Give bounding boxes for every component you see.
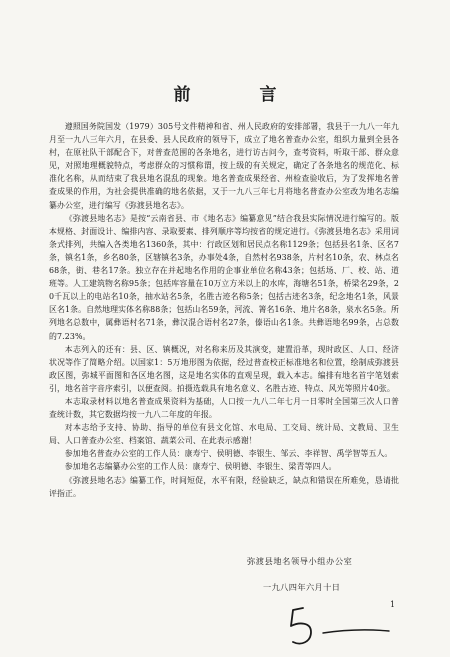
paragraph: 参加地名普查办公室的工作人员：康寿宁、侯明德、李银生、邹云、李祥智、禹学智等五人。	[64, 449, 393, 459]
paragraph: 《弥渡县地名志》是按“云南省县、市《地名志》编纂意见”结合我县实际情况进行编写的。版本规格、封面设计、编排内容、录取要素、排列顺序等均按省的规定进行。《弥渡县地名志》采用词条式排列，共编入各类地名1360条，其中：行政区划和居民点名称1129条；包括县名1条、区名7条，镇名1条，乡名80条，区辖镇名3条，办事处4条，自然村名938条，片村名10条，农、林点名68条，街、巷名17条。独立存在并起地名作用的企事业单位名称43条；包括场、厂、校、站、道班等。人工建筑物名称95条；包括库容量在10万立方米以上的水库，海塘名51条，桥梁名29条，20千瓦以上的电站名10条，抽水站名5条，名胜古迹名称5条；包括古迹名3条，纪念地名1条，风景区名1条。自然地理实体名称88条；包括山名59条，河流、箐名16条、地片名8条，泉水名5条。所列地名总数中，属彝语村名71条，彝汉混合语村名27条，傣语山名1条。共彝语地名99条，占总数的7.23%。	[49, 213, 399, 341]
preface-body	[49, 120, 399, 500]
paragraph: 《弥渡县地名志》编纂工作，时间短促，水平有限，经验缺乏，缺点和错误在所难免，恳请批评指正。	[49, 475, 399, 498]
signature-office: 弥渡县地名领导小组办公室	[247, 556, 353, 566]
paragraph: 本志列入的还有：县、区、镇概况，对名称来历及其演变，建置沿革，现时政区、人口、经济状况等作了简略介绍。以国家1：5万地形图为依据，经过普查校正标准地名和位置，绘制成弥渡县政区图，弥城平面图和各区地名图，这是地名实体的直观呈现，载入本志。编排有地名首字笔划索引，地名首字音序索引，以便查阅。拍摄选载具有地名意义、名胜古迹、特点、风光等照片40张。	[49, 344, 399, 393]
page-number: 1	[390, 600, 396, 609]
paragraph: 参加地名志编纂办公室的工作人员：康寿宁、侯明德、李银生、梁青等四人。	[64, 462, 337, 472]
paragraph: 遵照国务院国发（1979）305号文件精神和省、州人民政府的安排部署，我县于一九八一年九月至一九八三年六月，在县委、县人民政府的领导下，成立了地名普查办公室，组织力量到全县各村，在原社队干部配合下，对普查范围的各条地名，进行访古问今，查考资料，听取干部、群众意见，对照地理概貌特点，考虑群众的习惯称谓，按上级的有关规定，确定了各条地名的规范化、标准化名称，从而结束了我县地名混乱的现象。地名普查成果经省、州检查验收后，为了发挥地名普查成果的作用，为社会提供准确的地名依据，又于一九八三年七月将地名普查办公室改为地名志编纂办公室，进行编写《弥渡县地名志》。	[49, 122, 399, 210]
handwritten-mark	[285, 600, 395, 650]
paragraph: 本志取录材料以地名普查成果资料为基础，人口按一九八二年七月一日零时全国第三次人口普查统计数，其它数据均按一九八二年度的年报。	[49, 396, 399, 420]
paragraph: 对本志给予支持、协助、指导的单位有县文化馆、水电局、工交局、统计局、文教局、卫生局、人口普查办公室、档案馆、蔬菜公司、在此表示感谢！	[49, 423, 399, 446]
signature-date: 一九八四年六月十日	[263, 582, 341, 592]
page-title: 前 言	[173, 85, 303, 105]
